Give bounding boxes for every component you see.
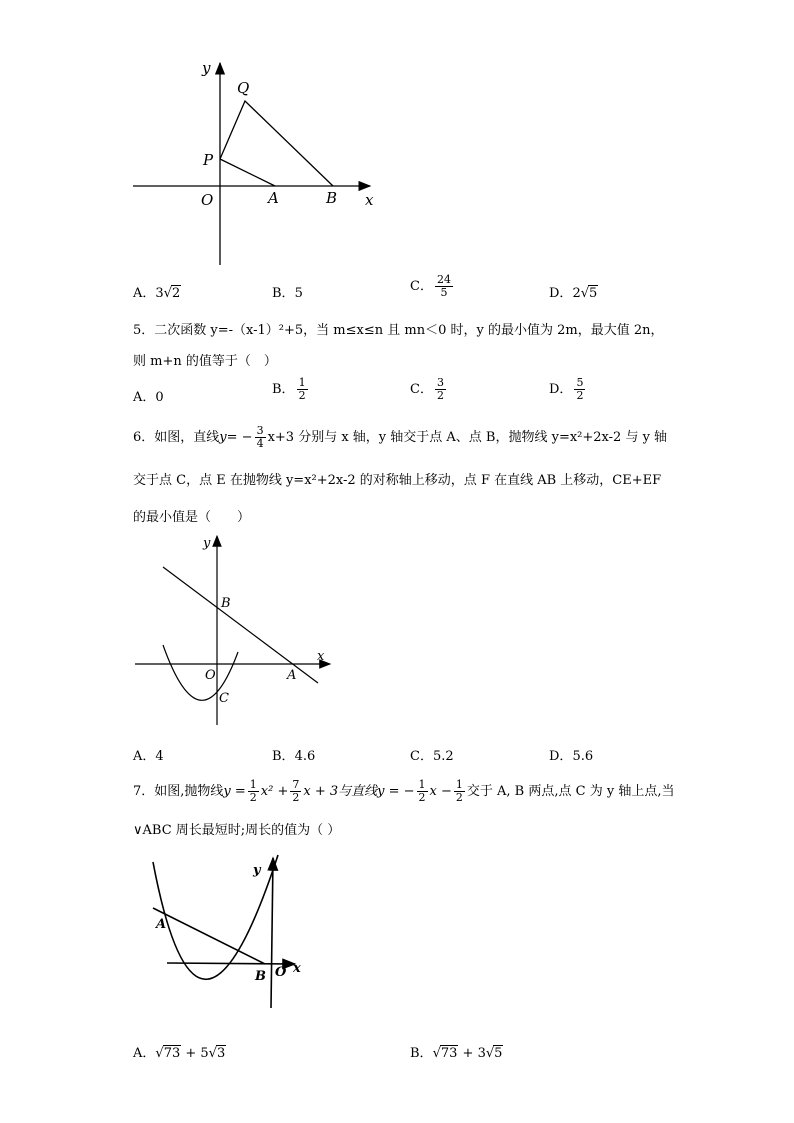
triangle-pqb xyxy=(220,101,333,186)
label-b: B xyxy=(221,596,231,611)
label-x: x xyxy=(293,961,301,976)
label-o: O xyxy=(205,668,216,683)
figure-parabola-abc xyxy=(145,850,315,1020)
label-b: B xyxy=(255,969,266,984)
line-ab xyxy=(153,908,265,964)
q5-stem-line2: 则 m+n 的值等于（ ） xyxy=(133,354,277,369)
label-a: A xyxy=(268,189,279,207)
segment-pa xyxy=(220,159,275,186)
q6-stem-line2: 交于点 C，点 E 在抛物线 y=x²+2x-2 的对称轴上移动，点 F 在直线 AB 上移动，CE+EF xyxy=(133,473,662,488)
figure-triangle-pqb xyxy=(125,55,385,270)
label-y: y xyxy=(202,59,211,77)
q4-option-b[interactable]: B．5 xyxy=(272,286,303,301)
fraction: $\frac{24}{5}$ xyxy=(436,273,451,299)
q4-option-d[interactable]: D．2√5 xyxy=(549,286,598,301)
fraction: $\frac{1}{2}$ xyxy=(298,376,306,402)
q5-option-b[interactable]: B． $\frac{1}{2}$ xyxy=(272,376,306,402)
fraction: $\frac{5}{2}$ xyxy=(576,376,584,402)
label-y: y xyxy=(203,536,211,551)
figure-parabola-line xyxy=(130,530,340,730)
q6-option-a[interactable]: A．4 xyxy=(133,749,164,764)
line-ab xyxy=(163,567,318,683)
q7-stem-line1: 7．如图,抛物线y = $\frac{1}{2}$ x² + $\frac{7}{2}$ x + 3与直线y = − $\frac{1}{2}$ x − $\frac{1}{2}$ 交于 A, B 两点,点 C 为 y 轴上点,当 xyxy=(133,778,675,804)
label-a: A xyxy=(287,668,297,683)
label-b: B xyxy=(326,189,338,207)
q7-stem-line2: ∨ABC 周长最短时;周长的值为（ ） xyxy=(133,823,341,838)
label-o: O xyxy=(275,965,287,980)
q6-option-b[interactable]: B．4.6 xyxy=(272,749,316,764)
label-a: A xyxy=(156,917,167,932)
q5-option-d[interactable]: D． $\frac{5}{2}$ xyxy=(549,376,584,402)
label-y: y xyxy=(253,863,261,878)
label-x: x xyxy=(365,191,374,209)
q7-option-b[interactable]: B．√73 + 3√5 xyxy=(410,1046,503,1061)
q6-option-d[interactable]: D．5.6 xyxy=(549,749,594,764)
x-axis xyxy=(167,963,295,964)
y-axis xyxy=(271,858,273,1008)
q5-option-c[interactable]: C． $\frac{3}{2}$ xyxy=(410,376,444,402)
fraction: $\frac{3}{2}$ xyxy=(436,376,444,402)
q5-option-a[interactable]: A．0 xyxy=(133,390,164,405)
q6-stem-line1: 6．如图，直线y= − $\frac{3}{4}$ x+3 分别与 x 轴，y 轴交于点 A、点 B，抛物线 y=x²+2x-2 与 y 轴 xyxy=(133,424,668,450)
q4-option-c[interactable]: C． $\frac{24}{5}$ xyxy=(410,273,451,299)
q7-option-a[interactable]: A．√73 + 5√3 xyxy=(133,1046,226,1061)
label-o: O xyxy=(201,191,214,209)
q6-stem-line3: 的最小值是（ ） xyxy=(133,510,251,525)
label-x: x xyxy=(317,649,325,664)
q4-option-a[interactable]: A．3√2 xyxy=(133,286,181,301)
q5-stem-line1: 5．二次函数 y=-（x-1）²+5，当 m≤x≤n 且 mn＜0 时，y 的最小值为 2m，最大值 2n， xyxy=(133,323,664,338)
q6-option-c[interactable]: C．5.2 xyxy=(410,749,454,764)
label-q: Q xyxy=(237,79,250,97)
label-c: C xyxy=(219,691,229,706)
label-p: P xyxy=(203,151,214,169)
